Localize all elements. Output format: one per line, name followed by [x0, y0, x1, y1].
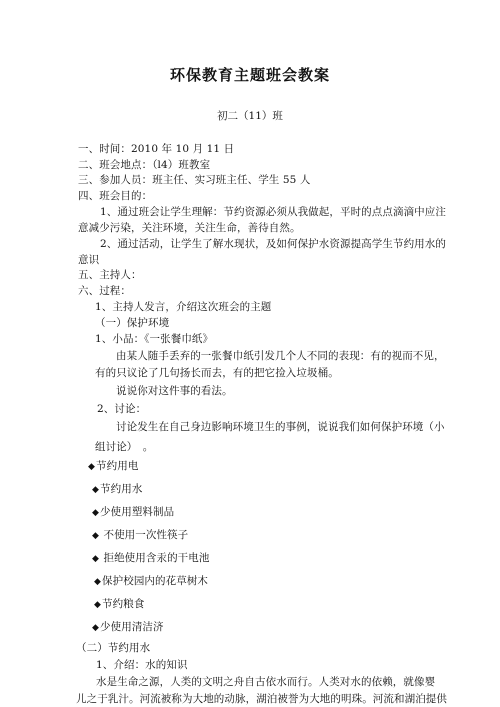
goals-heading: 四、班会目的： [78, 190, 153, 202]
bullet-text: 节约用水 [100, 483, 143, 495]
section-2-heading: （二）节约用水 [76, 642, 151, 654]
intro-desc-line-1: 水是生命之源，人类的文明之舟自古依水而行。人类对水的依赖，就像婴 [96, 676, 436, 688]
participants-line: 三、参加人员：班主任、实习班主任、学生 55 人 [78, 174, 311, 186]
process-heading: 六、过程： [78, 285, 131, 297]
goal-1-line-2: 意减少污染，关注环境，关注生命，善待自然。 [78, 222, 301, 234]
bullet-text: 节约粮食 [102, 598, 145, 610]
discuss-heading: 2、讨论： [97, 403, 147, 415]
bullet-item [92, 505, 174, 520]
time-line: 一、时间：2010 年 10 月 11 日 [78, 143, 235, 155]
bullet-text: 拒绝使用含汞的干电池 [100, 552, 210, 564]
discuss-desc-line-2: 组讨论） 。 [95, 441, 154, 453]
class-name: 初二（11）班 [217, 110, 283, 122]
sketch-desc-line-2: 有的只议论了几句扬长而去，有的把它捡入垃圾桶。 [95, 367, 339, 379]
sketch-desc-line-1: 由某人随手丢弃的一张餐巾纸引发几个人不同的表现：有的视而不见， [116, 350, 445, 362]
bullet-item [92, 551, 209, 566]
step-1-line: 1、主持人发言，介绍这次班会的主题 [95, 301, 272, 313]
intro-heading: 1、介绍：水的知识 [96, 659, 188, 671]
bullet-text: 少使用清洁济 [100, 621, 164, 633]
goal-2-line-1: 2、通过活动，让学生了解水现状，及如何保护水资源提高学生节约用水的 [100, 238, 446, 250]
section-1-heading: （一）保护环境 [95, 317, 170, 329]
intro-desc-line-2: 儿之于乳汁。河流被称为大地的动脉，湖泊被誉为大地的明珠。河流和湖泊提供 [76, 693, 447, 705]
host-heading: 五、主持人： [78, 269, 142, 281]
bullet-text: 保护校园内的花草树木 [102, 575, 209, 587]
page-title: 环保教育主题班会教案 [169, 66, 330, 84]
bullet-text: 节约用电 [96, 460, 139, 472]
place-line: 二、班会地点：（l4）班教室 [78, 159, 211, 171]
bullet-item [94, 574, 208, 589]
goal-2-line-2: 意识 [78, 254, 100, 266]
sketch-desc-line-3: 说说你对这件事的看法。 [116, 385, 233, 397]
goal-1-line-1: 1、通过班会让学生理解：节约资源必须从我做起，平时的点点滴滴中应注 [100, 206, 446, 218]
sketch-heading: 1、小品：《一张餐巾纸》 [95, 333, 214, 345]
bullet-item [92, 482, 142, 497]
bullet-text: 不使用一次性筷子 [100, 529, 189, 541]
bullet-text: 少使用塑料制品 [100, 506, 175, 518]
bullet-item [92, 528, 188, 543]
bullet-item [92, 620, 164, 635]
bullet-item [88, 459, 138, 474]
discuss-desc-line-1: 讨论发生在自己身边影响环境卫生的事例，说说我们如何保护环境（小 [116, 421, 445, 433]
bullet-item [94, 597, 144, 612]
